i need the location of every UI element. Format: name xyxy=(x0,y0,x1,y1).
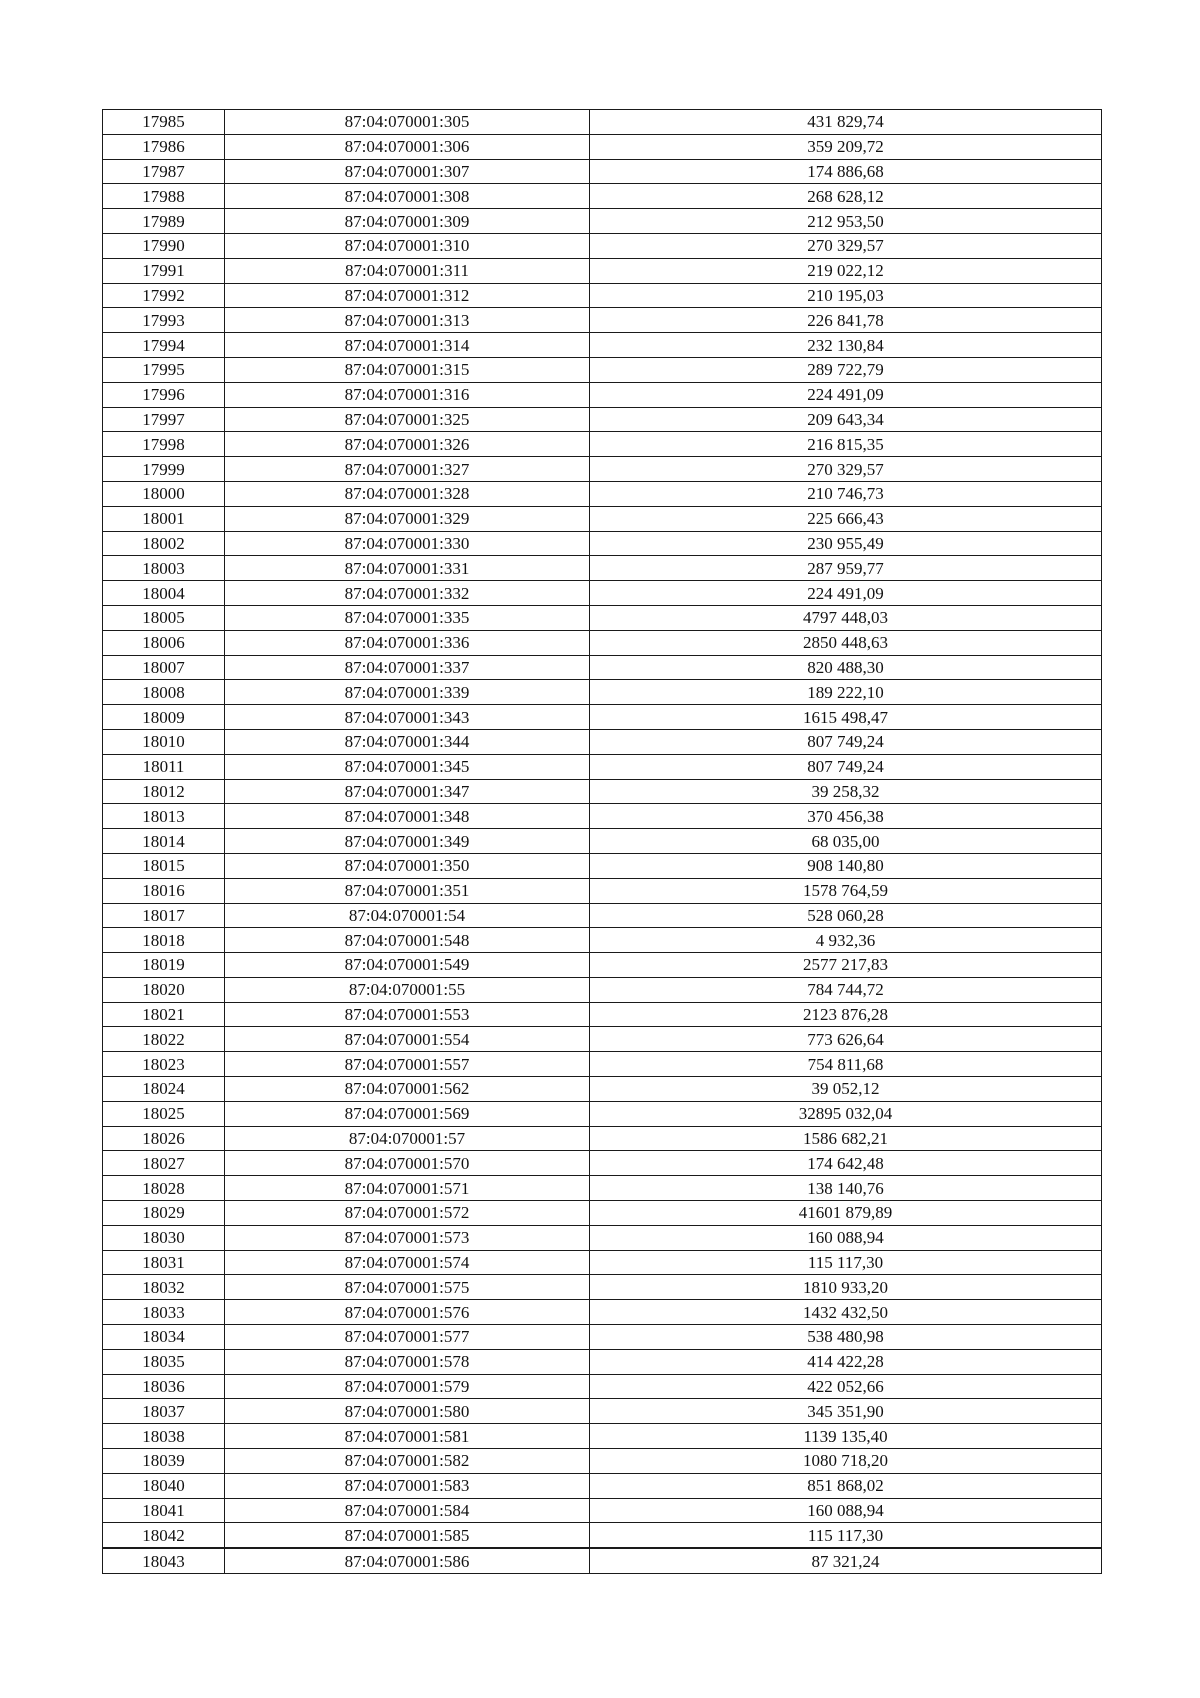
cadastral-number-cell: 87:04:070001:347 xyxy=(225,779,590,804)
cadastral-number-cell: 87:04:070001:330 xyxy=(225,531,590,556)
row-number-cell: 18015 xyxy=(103,853,225,878)
cadastral-number-cell: 87:04:070001:581 xyxy=(225,1424,590,1449)
cadastral-value-cell: 225 666,43 xyxy=(590,506,1102,531)
cadastral-value-cell: 4 932,36 xyxy=(590,928,1102,953)
cadastral-value-cell: 370 456,38 xyxy=(590,804,1102,829)
table-row xyxy=(103,184,1102,209)
table-row xyxy=(103,903,1102,928)
table-row xyxy=(103,1399,1102,1424)
cadastral-number-cell: 87:04:070001:332 xyxy=(225,581,590,606)
row-number-cell: 18014 xyxy=(103,829,225,854)
row-number-cell: 18024 xyxy=(103,1077,225,1102)
cadastral-value-cell: 289 722,79 xyxy=(590,357,1102,382)
table-row xyxy=(103,283,1102,308)
cadastral-number-cell: 87:04:070001:306 xyxy=(225,134,590,159)
cadastral-value-cell: 216 815,35 xyxy=(590,432,1102,457)
table-row xyxy=(103,556,1102,581)
cadastral-value-cell: 270 329,57 xyxy=(590,457,1102,482)
cadastral-value-cell: 754 811,68 xyxy=(590,1052,1102,1077)
cadastral-number-cell: 87:04:070001:335 xyxy=(225,605,590,630)
row-number-cell: 18004 xyxy=(103,581,225,606)
cadastral-value-cell: 431 829,74 xyxy=(590,110,1102,135)
table-row xyxy=(103,531,1102,556)
table-row xyxy=(103,605,1102,630)
row-number-cell: 18034 xyxy=(103,1325,225,1350)
cadastral-value-cell: 820 488,30 xyxy=(590,655,1102,680)
table-row xyxy=(103,1250,1102,1275)
cadastral-number-cell: 87:04:070001:328 xyxy=(225,481,590,506)
cadastral-number-cell: 87:04:070001:327 xyxy=(225,457,590,482)
cadastral-number-cell: 87:04:070001:350 xyxy=(225,853,590,878)
row-number-cell: 18031 xyxy=(103,1250,225,1275)
table-row xyxy=(103,1002,1102,1027)
cadastral-number-cell: 87:04:070001:580 xyxy=(225,1399,590,1424)
cadastral-number-cell: 87:04:070001:349 xyxy=(225,829,590,854)
table-row xyxy=(103,1027,1102,1052)
cadastral-value-cell: 1810 933,20 xyxy=(590,1275,1102,1300)
cadastral-number-cell: 87:04:070001:576 xyxy=(225,1300,590,1325)
cadastral-value-cell: 138 140,76 xyxy=(590,1176,1102,1201)
row-number-cell: 17988 xyxy=(103,184,225,209)
cadastral-value-cell: 1139 135,40 xyxy=(590,1424,1102,1449)
table-row xyxy=(103,1225,1102,1250)
row-number-cell: 18013 xyxy=(103,804,225,829)
row-number-cell: 18006 xyxy=(103,630,225,655)
cadastral-value-cell: 219 022,12 xyxy=(590,258,1102,283)
cadastral-number-cell: 87:04:070001:351 xyxy=(225,878,590,903)
table-row xyxy=(103,382,1102,407)
cadastral-number-cell: 87:04:070001:554 xyxy=(225,1027,590,1052)
table-row xyxy=(103,1548,1102,1573)
cadastral-number-cell: 87:04:070001:308 xyxy=(225,184,590,209)
row-number-cell: 17991 xyxy=(103,258,225,283)
cadastral-number-cell: 87:04:070001:562 xyxy=(225,1077,590,1102)
table-row xyxy=(103,705,1102,730)
cadastral-value-table xyxy=(102,109,1102,1574)
cadastral-number-cell: 87:04:070001:339 xyxy=(225,680,590,705)
table-row xyxy=(103,878,1102,903)
row-number-cell: 17989 xyxy=(103,209,225,234)
table-row xyxy=(103,729,1102,754)
cadastral-value-cell: 160 088,94 xyxy=(590,1498,1102,1523)
row-number-cell: 18032 xyxy=(103,1275,225,1300)
table-body xyxy=(103,110,1102,1574)
cadastral-value-cell: 224 491,09 xyxy=(590,581,1102,606)
table-row xyxy=(103,110,1102,135)
table-row xyxy=(103,977,1102,1002)
row-number-cell: 17992 xyxy=(103,283,225,308)
table-row xyxy=(103,1201,1102,1226)
table-row xyxy=(103,308,1102,333)
cadastral-number-cell: 87:04:070001:569 xyxy=(225,1101,590,1126)
cadastral-value-cell: 174 886,68 xyxy=(590,159,1102,184)
table-row xyxy=(103,233,1102,258)
cadastral-number-cell: 87:04:070001:57 xyxy=(225,1126,590,1151)
cadastral-number-cell: 87:04:070001:311 xyxy=(225,258,590,283)
row-number-cell: 18033 xyxy=(103,1300,225,1325)
cadastral-number-cell: 87:04:070001:586 xyxy=(225,1548,590,1573)
row-number-cell: 18037 xyxy=(103,1399,225,1424)
row-number-cell: 18026 xyxy=(103,1126,225,1151)
table-row xyxy=(103,1449,1102,1474)
cadastral-number-cell: 87:04:070001:570 xyxy=(225,1151,590,1176)
row-number-cell: 17998 xyxy=(103,432,225,457)
cadastral-value-cell: 807 749,24 xyxy=(590,754,1102,779)
cadastral-number-cell: 87:04:070001:578 xyxy=(225,1349,590,1374)
cadastral-number-cell: 87:04:070001:337 xyxy=(225,655,590,680)
cadastral-value-cell: 1432 432,50 xyxy=(590,1300,1102,1325)
cadastral-value-cell: 115 117,30 xyxy=(590,1250,1102,1275)
cadastral-number-cell: 87:04:070001:310 xyxy=(225,233,590,258)
cadastral-number-cell: 87:04:070001:582 xyxy=(225,1449,590,1474)
row-number-cell: 17987 xyxy=(103,159,225,184)
cadastral-number-cell: 87:04:070001:577 xyxy=(225,1325,590,1350)
cadastral-number-cell: 87:04:070001:309 xyxy=(225,209,590,234)
row-number-cell: 18022 xyxy=(103,1027,225,1052)
table-row xyxy=(103,1424,1102,1449)
cadastral-number-cell: 87:04:070001:325 xyxy=(225,407,590,432)
cadastral-number-cell: 87:04:070001:584 xyxy=(225,1498,590,1523)
table-row xyxy=(103,1300,1102,1325)
row-number-cell: 18043 xyxy=(103,1548,225,1573)
row-number-cell: 18027 xyxy=(103,1151,225,1176)
cadastral-number-cell: 87:04:070001:305 xyxy=(225,110,590,135)
row-number-cell: 18029 xyxy=(103,1201,225,1226)
cadastral-value-cell: 232 130,84 xyxy=(590,333,1102,358)
row-number-cell: 18020 xyxy=(103,977,225,1002)
cadastral-value-cell: 1080 718,20 xyxy=(590,1449,1102,1474)
cadastral-number-cell: 87:04:070001:336 xyxy=(225,630,590,655)
row-number-cell: 18023 xyxy=(103,1052,225,1077)
row-number-cell: 17993 xyxy=(103,308,225,333)
table-row xyxy=(103,1151,1102,1176)
cadastral-number-cell: 87:04:070001:585 xyxy=(225,1523,590,1548)
cadastral-value-cell: 210 195,03 xyxy=(590,283,1102,308)
cadastral-value-cell: 528 060,28 xyxy=(590,903,1102,928)
row-number-cell: 18042 xyxy=(103,1523,225,1548)
cadastral-number-cell: 87:04:070001:573 xyxy=(225,1225,590,1250)
table-row xyxy=(103,159,1102,184)
cadastral-number-cell: 87:04:070001:553 xyxy=(225,1002,590,1027)
row-number-cell: 18040 xyxy=(103,1473,225,1498)
row-number-cell: 18007 xyxy=(103,655,225,680)
cadastral-number-cell: 87:04:070001:307 xyxy=(225,159,590,184)
cadastral-value-cell: 345 351,90 xyxy=(590,1399,1102,1424)
table-row xyxy=(103,457,1102,482)
cadastral-value-cell: 39 258,32 xyxy=(590,779,1102,804)
row-number-cell: 18009 xyxy=(103,705,225,730)
cadastral-number-cell: 87:04:070001:571 xyxy=(225,1176,590,1201)
cadastral-value-cell: 784 744,72 xyxy=(590,977,1102,1002)
cadastral-value-cell: 2123 876,28 xyxy=(590,1002,1102,1027)
row-number-cell: 18017 xyxy=(103,903,225,928)
table-row xyxy=(103,258,1102,283)
row-number-cell: 18035 xyxy=(103,1349,225,1374)
table-row xyxy=(103,432,1102,457)
cadastral-number-cell: 87:04:070001:315 xyxy=(225,357,590,382)
table-row xyxy=(103,1176,1102,1201)
cadastral-value-cell: 226 841,78 xyxy=(590,308,1102,333)
table-row xyxy=(103,481,1102,506)
cadastral-value-cell: 41601 879,89 xyxy=(590,1201,1102,1226)
cadastral-number-cell: 87:04:070001:344 xyxy=(225,729,590,754)
row-number-cell: 18010 xyxy=(103,729,225,754)
cadastral-value-cell: 2850 448,63 xyxy=(590,630,1102,655)
table-row xyxy=(103,680,1102,705)
table-row xyxy=(103,209,1102,234)
cadastral-number-cell: 87:04:070001:579 xyxy=(225,1374,590,1399)
table-row xyxy=(103,1374,1102,1399)
table-row xyxy=(103,1523,1102,1548)
cadastral-number-cell: 87:04:070001:572 xyxy=(225,1201,590,1226)
cadastral-number-cell: 87:04:070001:55 xyxy=(225,977,590,1002)
cadastral-value-cell: 422 052,66 xyxy=(590,1374,1102,1399)
table-row xyxy=(103,1052,1102,1077)
row-number-cell: 17990 xyxy=(103,233,225,258)
row-number-cell: 17995 xyxy=(103,357,225,382)
table-row xyxy=(103,1101,1102,1126)
row-number-cell: 18028 xyxy=(103,1176,225,1201)
cadastral-number-cell: 87:04:070001:583 xyxy=(225,1473,590,1498)
table-row xyxy=(103,1275,1102,1300)
cadastral-value-cell: 68 035,00 xyxy=(590,829,1102,854)
row-number-cell: 18000 xyxy=(103,481,225,506)
table-row xyxy=(103,754,1102,779)
cadastral-number-cell: 87:04:070001:329 xyxy=(225,506,590,531)
table-row xyxy=(103,655,1102,680)
row-number-cell: 18019 xyxy=(103,953,225,978)
cadastral-value-cell: 538 480,98 xyxy=(590,1325,1102,1350)
row-number-cell: 17994 xyxy=(103,333,225,358)
cadastral-value-cell: 270 329,57 xyxy=(590,233,1102,258)
row-number-cell: 18021 xyxy=(103,1002,225,1027)
row-number-cell: 18039 xyxy=(103,1449,225,1474)
table-row xyxy=(103,333,1102,358)
table-row xyxy=(103,829,1102,854)
row-number-cell: 18041 xyxy=(103,1498,225,1523)
cadastral-number-cell: 87:04:070001:326 xyxy=(225,432,590,457)
cadastral-value-cell: 1578 764,59 xyxy=(590,878,1102,903)
row-number-cell: 18025 xyxy=(103,1101,225,1126)
row-number-cell: 18038 xyxy=(103,1424,225,1449)
cadastral-value-cell: 174 642,48 xyxy=(590,1151,1102,1176)
table-row xyxy=(103,506,1102,531)
table-row xyxy=(103,1473,1102,1498)
row-number-cell: 18005 xyxy=(103,605,225,630)
cadastral-number-cell: 87:04:070001:348 xyxy=(225,804,590,829)
cadastral-value-cell: 115 117,30 xyxy=(590,1523,1102,1548)
row-number-cell: 18018 xyxy=(103,928,225,953)
row-number-cell: 18030 xyxy=(103,1225,225,1250)
table-row xyxy=(103,1126,1102,1151)
row-number-cell: 17999 xyxy=(103,457,225,482)
row-number-cell: 18016 xyxy=(103,878,225,903)
row-number-cell: 18011 xyxy=(103,754,225,779)
table-row xyxy=(103,1498,1102,1523)
row-number-cell: 18003 xyxy=(103,556,225,581)
row-number-cell: 18036 xyxy=(103,1374,225,1399)
cadastral-number-cell: 87:04:070001:343 xyxy=(225,705,590,730)
table-row xyxy=(103,630,1102,655)
cadastral-value-cell: 39 052,12 xyxy=(590,1077,1102,1102)
cadastral-value-cell: 189 222,10 xyxy=(590,680,1102,705)
cadastral-value-cell: 414 422,28 xyxy=(590,1349,1102,1374)
table-row xyxy=(103,804,1102,829)
table-row xyxy=(103,407,1102,432)
cadastral-value-cell: 908 140,80 xyxy=(590,853,1102,878)
cadastral-value-cell: 1615 498,47 xyxy=(590,705,1102,730)
cadastral-value-cell: 287 959,77 xyxy=(590,556,1102,581)
row-number-cell: 18008 xyxy=(103,680,225,705)
cadastral-value-cell: 32895 032,04 xyxy=(590,1101,1102,1126)
cadastral-value-cell: 851 868,02 xyxy=(590,1473,1102,1498)
table-row xyxy=(103,853,1102,878)
cadastral-number-cell: 87:04:070001:313 xyxy=(225,308,590,333)
table-row xyxy=(103,928,1102,953)
row-number-cell: 17997 xyxy=(103,407,225,432)
cadastral-number-cell: 87:04:070001:549 xyxy=(225,953,590,978)
cadastral-value-cell: 160 088,94 xyxy=(590,1225,1102,1250)
table-row xyxy=(103,134,1102,159)
cadastral-number-cell: 87:04:070001:557 xyxy=(225,1052,590,1077)
cadastral-value-cell: 210 746,73 xyxy=(590,481,1102,506)
cadastral-value-cell: 773 626,64 xyxy=(590,1027,1102,1052)
cadastral-value-cell: 209 643,34 xyxy=(590,407,1102,432)
row-number-cell: 18012 xyxy=(103,779,225,804)
row-number-cell: 17996 xyxy=(103,382,225,407)
table-row xyxy=(103,1077,1102,1102)
table-row xyxy=(103,953,1102,978)
cadastral-value-cell: 212 953,50 xyxy=(590,209,1102,234)
cadastral-number-cell: 87:04:070001:316 xyxy=(225,382,590,407)
cadastral-value-cell: 807 749,24 xyxy=(590,729,1102,754)
cadastral-number-cell: 87:04:070001:548 xyxy=(225,928,590,953)
cadastral-value-cell: 224 491,09 xyxy=(590,382,1102,407)
cadastral-value-cell: 230 955,49 xyxy=(590,531,1102,556)
cadastral-value-cell: 4797 448,03 xyxy=(590,605,1102,630)
cadastral-number-cell: 87:04:070001:54 xyxy=(225,903,590,928)
cadastral-number-cell: 87:04:070001:331 xyxy=(225,556,590,581)
row-number-cell: 17985 xyxy=(103,110,225,135)
cadastral-number-cell: 87:04:070001:574 xyxy=(225,1250,590,1275)
cadastral-value-cell: 87 321,24 xyxy=(590,1548,1102,1573)
table-row xyxy=(103,357,1102,382)
row-number-cell: 18002 xyxy=(103,531,225,556)
table-row xyxy=(103,1325,1102,1350)
cadastral-number-cell: 87:04:070001:575 xyxy=(225,1275,590,1300)
cadastral-value-cell: 1586 682,21 xyxy=(590,1126,1102,1151)
row-number-cell: 18001 xyxy=(103,506,225,531)
table-row xyxy=(103,1349,1102,1374)
table-row xyxy=(103,779,1102,804)
table-row xyxy=(103,581,1102,606)
row-number-cell: 17986 xyxy=(103,134,225,159)
cadastral-number-cell: 87:04:070001:314 xyxy=(225,333,590,358)
cadastral-value-cell: 359 209,72 xyxy=(590,134,1102,159)
cadastral-value-cell: 268 628,12 xyxy=(590,184,1102,209)
cadastral-number-cell: 87:04:070001:312 xyxy=(225,283,590,308)
cadastral-value-cell: 2577 217,83 xyxy=(590,953,1102,978)
cadastral-number-cell: 87:04:070001:345 xyxy=(225,754,590,779)
